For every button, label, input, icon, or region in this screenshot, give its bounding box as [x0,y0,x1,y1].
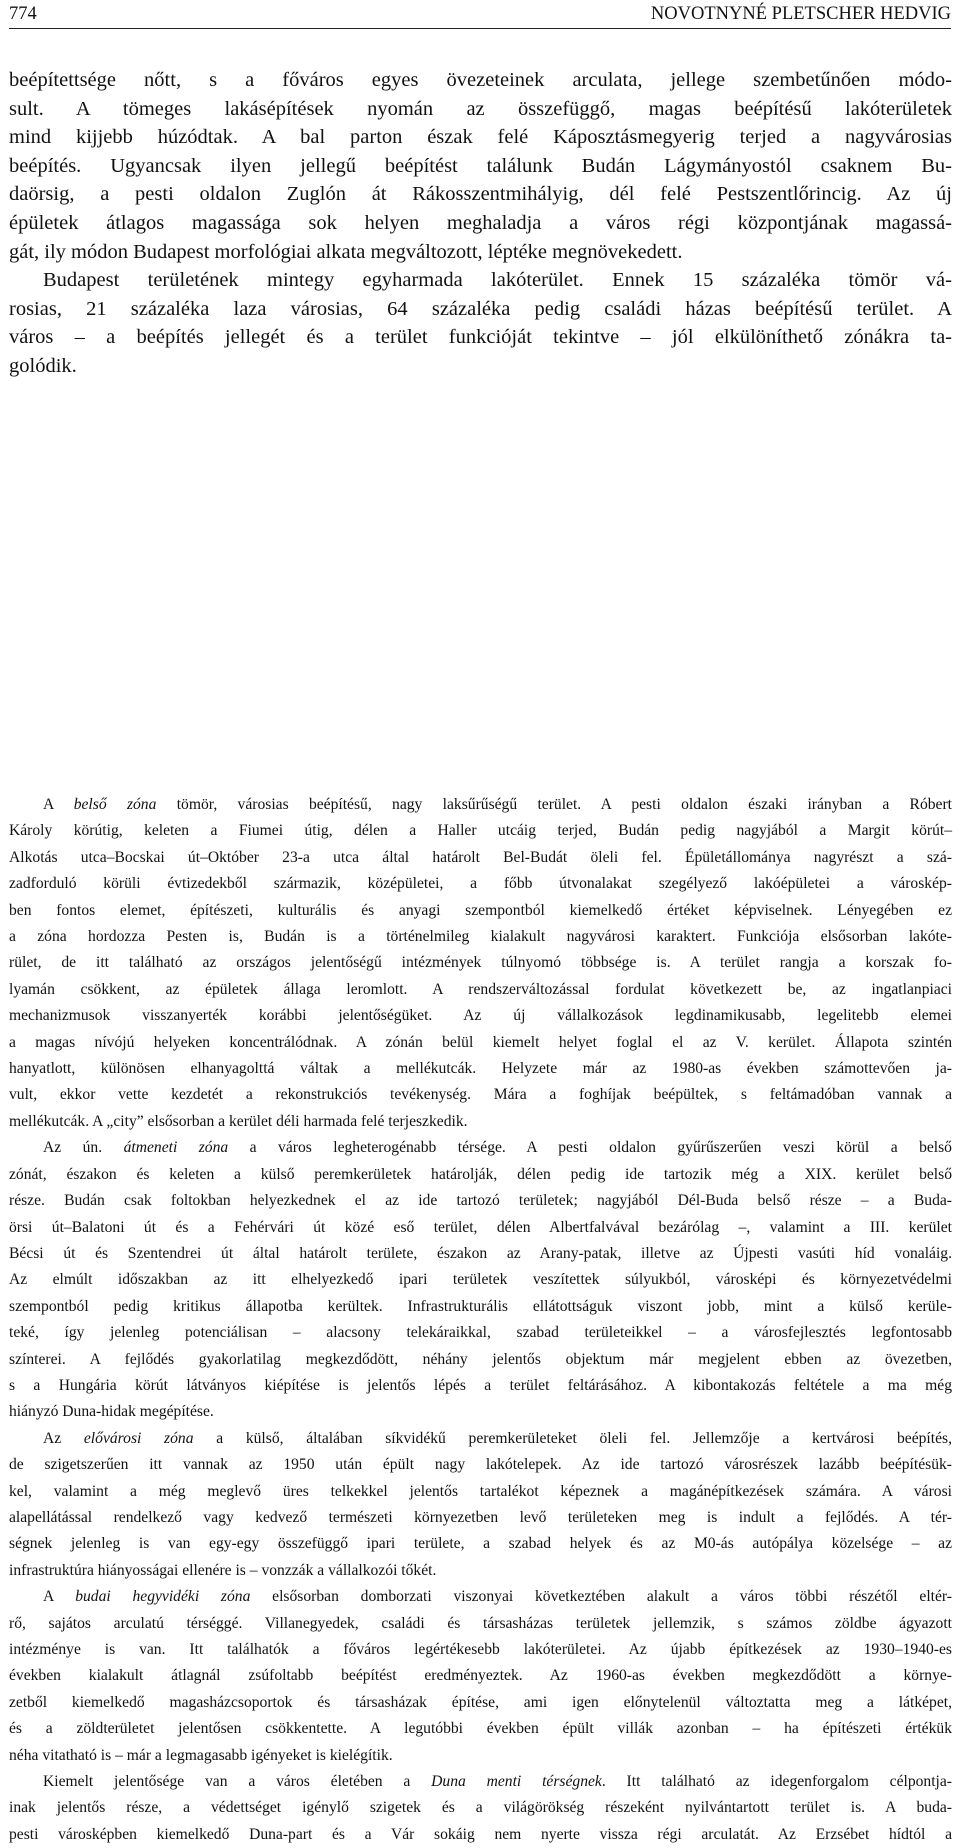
intro-line: épületek átlagos magassága sok helyen meghaladja a város régi központjának magassá- [9,211,952,234]
page-header [9,2,951,29]
intro-line: sult. A tömeges lakásépítések nyomán az összefüggő, magas beépítésű lakóterületek [9,97,952,120]
zone-paragraph-duna-menti: Kiemelt jelentősége van a város életében a Duna menti térségnek. Itt található az idegenforgalom célpontja- [43,1773,952,1791]
intro-line: daörsig, a pesti oldalon Zuglón át Rákosszentmihályig, dél felé Pestszentlőrincig. Az új [9,183,952,206]
intro-line: város – a beépítés jellegét és a terület funkcióját tekintve – jól elkülöníthető zónákra ta- [9,326,952,349]
zone-paragraph-belso: A belső zóna tömör, városias beépítésű, nagy laksűrűségű terület. A pesti oldalon északi irányban a Róbert [43,796,952,813]
running-head: NOVOTNYNÉ PLETSCHER HEDVIG [650,4,951,24]
intro-line: rosias, 21 százaléka laza városias, 64 százaléka pedig családi házas beépítésű terület. A [9,297,952,320]
intro-line: beépítés. Ugyancsak ilyen jellegű beépítést találunk Budán Lágymányostól csaknem Bu- [9,154,952,177]
term-belso-zona: belső zóna [73,796,157,813]
intro-line: gát, ily módon Budapest morfológiai alkata megváltozott, léptéke megnövekedett. [9,240,683,263]
term-budai-hegyvideki-zona: budai hegyvidéki zóna [75,1588,251,1606]
zone-paragraph-elovarosi: Az elővárosi zóna a külső, általában síkvidékű peremkerületeket öleli fel. Jellemzője a kertvárosi beépítés, [43,1429,952,1447]
zones-section: A belső zóna tömör, városias beépítésű, nagy laksűrűségű terület. A pesti oldalon északi irányban a Róbert Károly körútig, keleten a Fiumei útig, délen a Haller utcáig terjed, Budán pedig nagyjából a Margit körút– Alkotás utca–Bocskai út–Október 23-a utca által határolt Bel-Budát öleli fel. Épületállománya nagyrészt a szá- zadforduló körüli évtizedekből származik, középületei, a főbb útvonalakat szegélyező lakóépületei a városkép- ben fontos elemet, építészeti, kulturális és anyagi szempontból kiemelkedő értéket képviselnek. Lényegében ez a zóna hordozza Pesten is, Budán is a történelmileg kialakult nagyvárosi karaktert. Funkciója elsősorban lakóte- rület, de itt található az országos jelentőségű intézmények túlnyomó többsége is. A terület rangja a korszak fo- lyamán csökkent, az épületek állaga leromlott. A rendszerváltozással fordulat következett be, az ingatlanpiaci mechanizmusok visszanyerték korábbi jelentőségüket. Az új vállalkozások legdinamikusabb, legelitebb elemei a magas nívójú helyeken koncentrálódnak. A zónán belül kiemelt helyet foglal el az V. kerület. Állapota szintén hanyatlott, különösen elhanyagolttá váltak a mellékutcák. Helyzete már az 1980-as években számottevően ja- vult, ekkor vette kezdetét a rekonstrukciós tevékenység. Mára a foghíjak beépültek, s feltámadóban vannak a mellékutcák. A „city” elsősorban a kerület déli harmada felé terjeszkedik. Az ún. átmeneti zóna a város legheterogénabb térsége. A pesti oldalon gyűrűszerűen veszi körül a belső zónát, északon és keleten a külső peremkerületek határolják, délen pedig ide tartozik még a XIX. kerület belső része. Budán csak foltokban helyezkednek el az ide tartozó területek; nagyjából Dél-Buda belső része – a Buda- örsi út–Balatoni út és a Fehérvári út közé eső terület, délen Albertfalvával bezárólag –, valamint a III. kerület Bécsi út és Szentendrei út által határolt területe, északon az Arany-patak, illetve az Újpesti vasúti híd vonaláig. Az elmúlt időszakban az itt elhelyezkedő ipari területek veszítettek súlyukból, városképi és környezetvédelmi szempontból pedig kritikus állapotba kerültek. Infrastrukturális ellátottságuk viszont jobb, mint a külső kerüle- teké, így jelenleg potenciálisan – alacsony telekáraikkal, szabad területeikkel – a városfejlesztés legfontosabb színterei. A fejlődés gyakorlatilag megkezdődött, néhány jelentős objektum már megjelent ebben az övezetben, s a Hungária körút látványos kiépítése is jelentős lépés a terület feltárásához. A kibontakozás feltétele a ma még hiányzó Duna-hidak megépítése. Az elővárosi zóna a külső, általában síkvidékű peremkerületeket öleli fel. Jellemzője a kertvárosi beépítés, de szigetszerűen itt vannak az 1950 után épült nagy lakótelepek. Az ide tartozó városrészek lazább beépítésük- kel, valamint a még meglevő üres telkekkel jelentős tartalékot képeznek a magánépítkezések számára. A városi alapellátással rendelkező vagy kedvező természeti környezetben levő területeken meg is indult a fejlődés. A tér- ségnek jelenleg is van egy-egy összefüggő ipari területe, a szabad helyek és az M0-ás autópálya közelsége – az infrastruktúra hiányosságai ellenére is – vonzzák a vállalkozói tőkét. A budai hegyvidéki zóna elsősorban domborzati viszonyai következtében alakult a város többi részétől eltér- rő, sajátos arculatú térséggé. Villanegyedek, családi és társasházas területek jellemzik, s számos zöldbe ágyazott intézménye is van. Itt találhatók a főváros legértékesebb lakóterületei. Az újabb építkezések az 1930–1940-es években kialakult átlagnál zsúfoltabb beépítést eredményeztek. Az 1960-as években megkezdődött a környe- zetből kiemelkedő magasházcsoportok és társasházak építése, ami igen előnytelenül változtatta meg a látképet, és a zöldterületet jelentősen csökkentette. A legutóbbi években épült villák azonban – ha építészeti értékük néha vitatható is – már a legmagasabb igényeket is kielégítik. Kiemelt jelentősége van a város életében a Duna menti térségnek. Itt található az idegenforgalom célpontja- inak jelentős része, a védettséget igénylő szigetek és a világörökség részeként nyilvántartott terület is. A buda- pesti városképben kiemelkedő Duna-part és a Vár sokáig nem nyerte vissza régi arculatát. Az Erzsébet hídtól a [9,792,952,1848]
intro-line: golódik. [9,354,77,377]
intro-paragraph [9,66,952,381]
intro-line: mind kijjebb húzódtak. A bal parton észak felé Káposztásmegyerig terjed a nagyvárosias [9,126,952,149]
term-duna-menti-tersegnek: Duna menti térségnek [431,1773,602,1791]
page-number: 774 [9,4,37,24]
zone-paragraph-hegyvideki: A budai hegyvidéki zóna elsősorban domborzati viszonyai következtében alakult a város többi részétől eltér- [43,1588,952,1606]
intro-line: beépítettsége nőtt, s a főváros egyes övezeteinek arculata, jellege szembetűnően módo- [9,69,952,91]
term-atmeneti-zona: átmeneti zóna [123,1139,229,1157]
intro-line: Budapest területének mintegy egyharmada lakóterület. Ennek 15 százaléka tömör vá- [43,269,952,292]
zone-paragraph-atmeneti: Az ún. átmeneti zóna a város legheterogénabb térsége. A pesti oldalon gyűrűszerűen veszi körül a belső [43,1139,952,1157]
term-elovarosi-zona: elővárosi zóna [83,1429,194,1447]
